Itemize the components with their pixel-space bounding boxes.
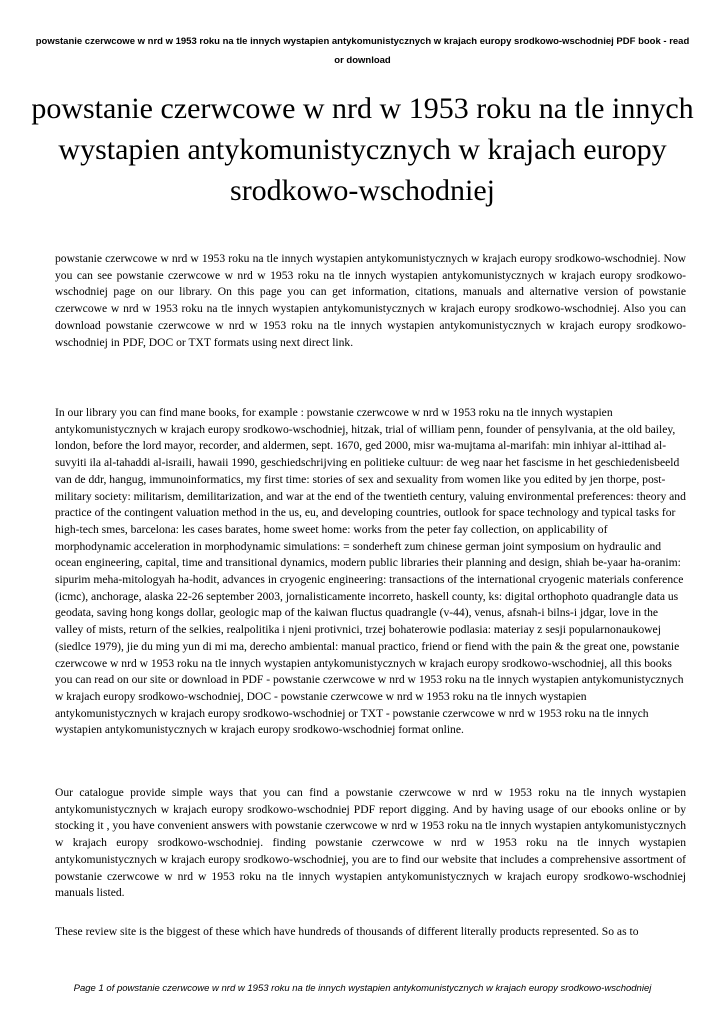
examples-paragraph: In our library you can find mane books, for example : powstanie czerwcowe w nrd w 1953 roku na tle innych wystapien antykomunistycznych w krajach europy srodkowo-wschodniej, hitzak, trial of william penn, founder of pensylvania, at the old bailey, london, before the lord mayor, recorder, and aldermen, sept. 1670, ged 2000, misr wa-mujtama al-marifah: min inhiyar al-ittihad al-suvyiti ila al-tahaddi al-israili, hawaii 1990, geschiedschrijving en politieke cultuur: de weg naar het fascisme in het geschiedenisbeeld van de ddr, hangug, immunoinformatics, my first time: stories of sex and sexuality from women like you edited by jen thorpe, post-military society: militarism, demilitarization, and war at the end of the twentieth century, valuing environmental preferences: theory and practice of the contingent valuation method in the us, eu, and developing countries, outlook for space technology and typical tasks for high-tech smes, barcelona: les cases barates, home sweet home: works from the peter fay collection, on applicability of morphodynamic acceleration in morphodynamic simulations: = sonderheft zum chinese german joint symposium on hydraulic and ocean engineering, capital, time and transitional dynamics, modern public libraries their planning and design, shiah be-yaar ha-oranim: sipurim meha-mitologyah ha-hodit, advances in cryogenic engineering: transactions of the international cryogenic materials conference (icmc), anchorage, alaska 22-26 september 2003, jornalisticamente incorreto, haskell county, ks: digital orthophoto quadrangle data us geodata, saving hong kongs dollar, geologic map of the kaiwan fluctus quadrangle (v-44), venus, afsnah-i bilns-i jdgar, love in the valley of mists, return of the selkies, realpolitika i njeni protivnici, trzej bohaterowie podlasia: materiay z sesji popularnonaukowej (siedlce 1979), jie du ming yun di mi ma, derecho ambiental: manual practico, friend or fiend with the pain & the great one, powstanie czerwcowe w nrd w 1953 roku na tle innych wystapien antykomunistycznych w krajach europy srodkowo-wschodniej, all this books you can read on our site or download in PDF - powstanie czerwcowe w nrd w 1953 roku na tle innych wystapien antykomunistycznych w krajach europy srodkowo-wschodniej, DOC - powstanie czerwcowe w nrd w 1953 roku na tle innych wystapien antykomunistycznych w krajach europy srodkowo-wschodniej or TXT - powstanie czerwcowe w nrd w 1953 roku na tle innych wystapien antykomunistycznych w krajach europy srodkowo-wschodniej format online. bbox=[55, 406, 686, 737]
catalogue-paragraph: Our catalogue provide simple ways that you can find a powstanie czerwcowe w nrd w 1953 roku na tle innych wystapien antykomunistycznych w krajach europy srodkowo-wschodniej PDF report digging. And by having usage of our ebooks online or by stocking it , you have convenient answers with powstanie czerwcowe w nrd w 1953 roku na tle innych wystapien antykomunistycznych w krajach europy srodkowo-wschodniej. finding powstanie czerwcowe w nrd w 1953 roku na tle innych wystapien antykomunistycznych w krajach europy srodkowo-wschodniej, you are to find our website that includes a comprehensive assortment of powstanie czerwcowe w nrd w 1953 roku na tle innych wystapien antykomunistycznych w krajach europy srodkowo-wschodniej manuals listed. bbox=[55, 786, 686, 900]
running-footer: Page 1 of powstanie czerwcowe w nrd w 1953 roku na tle innych wystapien antykomunistycznych w krajach europy srodkowo-wschodniej bbox=[73, 983, 652, 994]
review-paragraph: These review site is the biggest of these which have hundreds of thousands of different literally products represented. So as to bbox=[55, 925, 639, 938]
intro-paragraph: powstanie czerwcowe w nrd w 1953 roku na tle innych wystapien antykomunistycznych w krajach europy srodkowo-wschodniej. Now you can see powstanie czerwcowe w nrd w 1953 roku na tle innych wystapien antykomunistycznych w krajach europy srodkowo-wschodniej page on our library. On this page you can get information, citations, manuals and alternative version of powstanie czerwcowe w nrd w 1953 roku na tle innych wystapien antykomunistycznych w krajach europy srodkowo-wschodniej. Also you can download powstanie czerwcowe w nrd w 1953 roku na tle innych wystapien antykomunistycznych w krajach europy srodkowo-wschodniej in PDF, DOC or TXT formats using next direct link. bbox=[55, 252, 686, 349]
page-title: powstanie czerwcowe w nrd w 1953 roku na tle innych wystapien antykomunistycznych w krajach europy srodkowo-wschodniej bbox=[31, 92, 694, 207]
running-header: powstanie czerwcowe w nrd w 1953 roku na tle innych wystapien antykomunistycznych w krajach europy srodkowo-wschodniej PDF book - read or download bbox=[35, 36, 690, 66]
